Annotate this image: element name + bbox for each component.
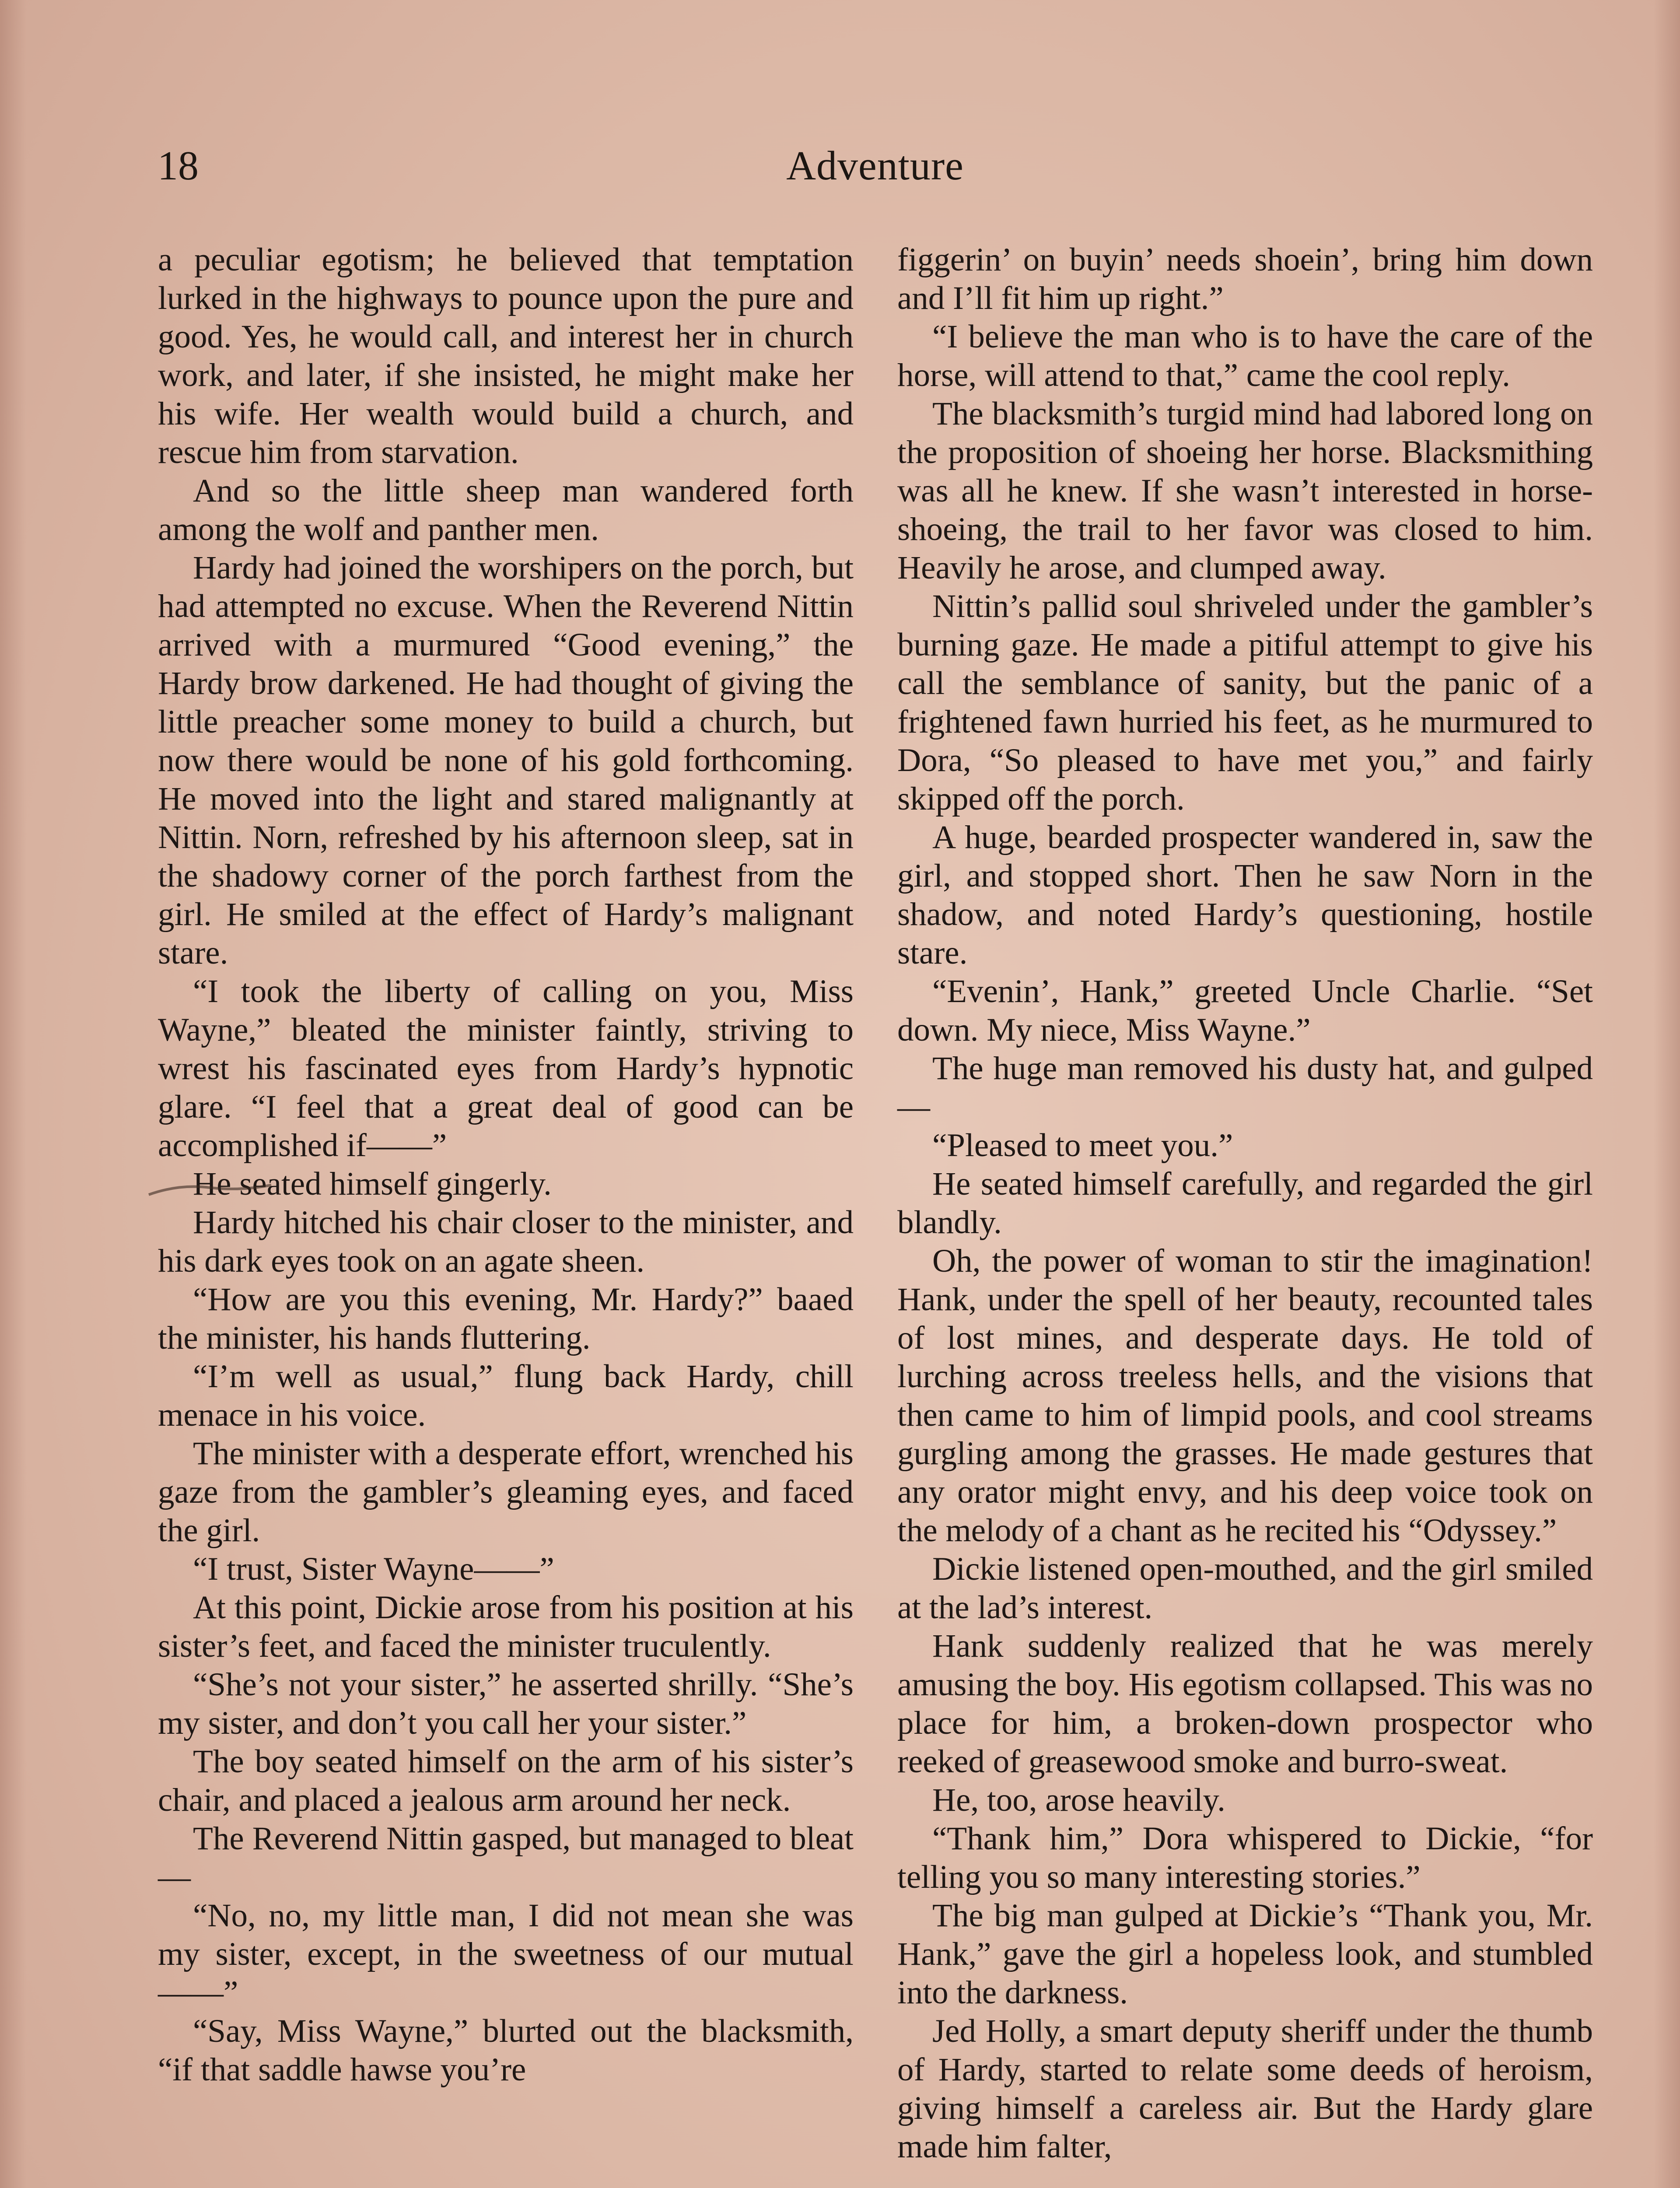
text-column-right [897, 241, 1593, 2166]
paragraph: He, too, arose heavily. [932, 1782, 1225, 1818]
paragraph: figgerin’ on buyin’ needs shoein’, bring him down and I’ll fit him up right.” [897, 242, 1593, 316]
paragraph: “I took the liberty of calling on you, Miss Wayne,” bleated the minister faintly, striving to wrest his fascinated eyes from Hardy’s hypnotic glare. “I feel that a great deal of good can be accomplished if——” [158, 973, 854, 1164]
paragraph: “Say, Miss Wayne,” blurted out the blacksmith, “if that saddle hawse you’re [158, 2013, 854, 2088]
paragraph: Jed Holly, a smart deputy sheriff under the thumb of Hardy, started to relate some deeds of heroism, giving himself a careless air. But the Hardy glare made him falter, [897, 2013, 1593, 2165]
paragraph: “I believe the man who is to have the care of the horse, will attend to that,” came the cool reply. [897, 319, 1593, 393]
paragraph: Hardy had joined the worshipers on the porch, but had attempted no excuse. When the Reverend Nittin arrived with a murmured “Good evening,” the Hardy brow darkened. He had thought of giving the little preacher some money to build a church, but now there would be none of his gold forthcoming. He moved into the light and stared malignantly at Nittin. Norn, refreshed by his afternoon sleep, sat in the shadowy corner of the porch farthest from the girl. He smiled at the effect of Hardy’s malignant stare. [158, 550, 854, 971]
paragraph: The big man gulped at Dickie’s “Thank you, Mr. Hank,” gave the girl a hopeless look, and stumbled into the darkness. [897, 1897, 1593, 2011]
page-number: 18 [158, 143, 199, 189]
paragraph: “I’m well as usual,” flung back Hardy, chill menace in his voice. [158, 1358, 854, 1433]
paragraph: “She’s not your sister,” he asserted shrilly. “She’s my sister, and don’t you call her your sister.” [158, 1666, 854, 1741]
page-edge-shadow-left [0, 0, 26, 2188]
paragraph: Hardy hitched his chair closer to the minister, and his dark eyes took on an agate sheen. [158, 1204, 854, 1279]
paper-tear-mark [144, 1182, 276, 1199]
paragraph: The blacksmith’s turgid mind had labored long on the proposition of shoeing her horse. Blacksmithing was all he knew. If she wasn’t interested in horse-shoeing, the trail to her favor was closed to him. Heavily he arose, and clumped away. [897, 396, 1593, 586]
paragraph: “Pleased to meet you.” [932, 1127, 1233, 1164]
text-column-left [158, 241, 854, 2089]
page-edge-shadow-right [1654, 0, 1680, 2188]
paragraph: The huge man removed his dusty hat, and gulped— [897, 1050, 1593, 1125]
paragraph: “I trust, Sister Wayne——” [193, 1551, 554, 1587]
running-head: Adventure [786, 143, 964, 189]
paragraph: Dickie listened open-mouthed, and the girl smiled at the lad’s interest. [897, 1551, 1593, 1626]
paragraph: At this point, Dickie arose from his position at his sister’s feet, and faced the minister truculently. [158, 1589, 854, 1664]
paragraph: “Thank him,” Dora whispered to Dickie, “for telling you so many interesting stories.” [897, 1820, 1593, 1895]
paragraph: He seated himself gingerly. [193, 1166, 552, 1202]
paragraph: “How are you this evening, Mr. Hardy?” baaed the minister, his hands fluttering. [158, 1281, 854, 1356]
paragraph: Hank suddenly realized that he was merely amusing the boy. His egotism collapsed. This was no place for him, a broken-down prospector who reeked of greasewood smoke and burro-sweat. [897, 1628, 1593, 1780]
paragraph: a peculiar egotism; he believed that temptation lurked in the highways to pounce upon the pure and good. Yes, he would call, and interest her in church work, and later, if she insisted, he might make her his wife. Her wealth would build a church, and rescue him from starvation. [158, 242, 854, 470]
paragraph: A huge, bearded prospecter wandered in, saw the girl, and stopped short. Then he saw Norn in the shadow, and noted Hardy’s questioning, hostile stare. [897, 819, 1593, 971]
paragraph: “No, no, my little man, I did not mean she was my sister, except, in the sweetness of our mutual——” [158, 1897, 854, 2011]
paragraph: “Evenin’, Hank,” greeted Uncle Charlie. “Set down. My niece, Miss Wayne.” [897, 973, 1593, 1048]
paragraph: Oh, the power of woman to stir the imagination! Hank, under the spell of her beauty, recounted tales of lost mines, and desperate days. He told of lurching across treeless hells, and the visions that then came to him of limpid pools, and cool streams gurgling among the grasses. He made gestures that any orator might envy, and his deep voice took on the melody of a chant as he recited his “Odyssey.” [897, 1243, 1593, 1549]
paragraph: Nittin’s pallid soul shriveled under the gambler’s burning gaze. He made a pitiful attempt to give his call the semblance of sanity, but the panic of a frightened fawn hurried his feet, as he murmured to Dora, “So pleased to have met you,” and fairly skipped off the porch. [897, 588, 1593, 817]
paragraph: The minister with a desperate effort, wrenched his gaze from the gambler’s gleaming eyes, and faced the girl. [158, 1435, 854, 1549]
paragraph: The boy seated himself on the arm of his sister’s chair, and placed a jealous arm around her neck. [158, 1743, 854, 1818]
paragraph: And so the little sheep man wandered forth among the wolf and panther men. [158, 473, 854, 547]
paragraph: He seated himself carefully, and regarded the girl blandly. [897, 1166, 1593, 1241]
paragraph: The Reverend Nittin gasped, but managed to bleat— [158, 1820, 854, 1895]
